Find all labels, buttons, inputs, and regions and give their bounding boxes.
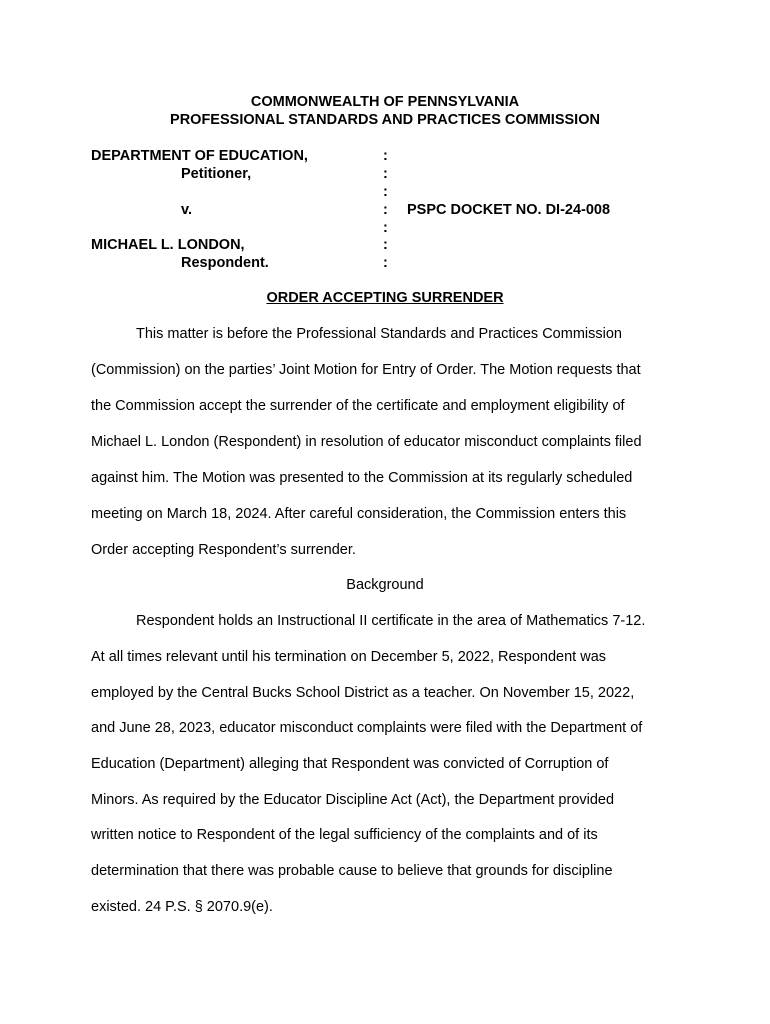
paragraph-1-line: This matter is before the Professional Standards and Practices Commission (136, 326, 622, 342)
paragraph-1-line: the Commission accept the surrender of the certificate and employment eligibility of (91, 398, 625, 414)
docket-number: PSPC DOCKET NO. DI-24-008 (407, 202, 611, 218)
caption-colon-6: : (383, 237, 388, 253)
paragraph-2-line: At all times relevant until his termination on December 5, 2022, Respondent was (91, 649, 607, 665)
paragraph-2-line: employed by the Central Bucks School District as a teacher. On November 15, 2022, (91, 685, 635, 701)
paragraph-2-line: determination that there was probable cause to believe that grounds for discipline (91, 863, 613, 879)
paragraph-2-line: written notice to Respondent of the legal sufficiency of the complaints and of its (91, 827, 598, 843)
caption-colon-1: : (383, 148, 388, 164)
paragraph-1-line: meeting on March 18, 2024. After careful consideration, the Commission enters this (91, 506, 627, 522)
paragraph-2-line: Education (Department) alleging that Respondent was convicted of Corruption of (91, 756, 609, 772)
versus-label: v. (181, 202, 193, 218)
petitioner-role: Petitioner, (181, 166, 252, 182)
paragraph-1-line: against him. The Motion was presented to the Commission at its regularly scheduled (91, 470, 633, 486)
paragraph-2-line: Respondent holds an Instructional II certificate in the area of Mathematics 7-12. (136, 613, 646, 629)
header-line-2: PROFESSIONAL STANDARDS AND PRACTICES COMMISSION (170, 112, 600, 128)
paragraph-1-line: Michael L. London (Respondent) in resolution of educator misconduct complaints filed (91, 434, 642, 450)
petitioner-name: DEPARTMENT OF EDUCATION, (91, 148, 308, 164)
caption-colon-5: : (383, 220, 388, 236)
header-line-1: COMMONWEALTH OF PENNSYLVANIA (250, 94, 520, 110)
section-heading-background: Background (346, 577, 424, 593)
respondent-role: Respondent. (181, 255, 269, 271)
paragraph-2-line: and June 28, 2023, educator misconduct complaints were filed with the Department of (91, 720, 643, 736)
caption-colon-3: : (383, 184, 388, 200)
caption-colon-4: : (383, 202, 388, 218)
caption-colon-2: : (383, 166, 388, 182)
paragraph-1-line: Order accepting Respondent’s surrender. (91, 542, 356, 558)
paragraph-1-line: (Commission) on the parties’ Joint Motion for Entry of Order. The Motion requests that (91, 362, 641, 378)
respondent-name: MICHAEL L. LONDON, (91, 237, 245, 253)
order-title: ORDER ACCEPTING SURRENDER (266, 290, 504, 306)
paragraph-2-line: existed. 24 P.S. § 2070.9(e). (91, 899, 273, 915)
paragraph-2-line: Minors. As required by the Educator Discipline Act (Act), the Department provided (91, 792, 615, 808)
caption-colon-7: : (383, 255, 388, 271)
